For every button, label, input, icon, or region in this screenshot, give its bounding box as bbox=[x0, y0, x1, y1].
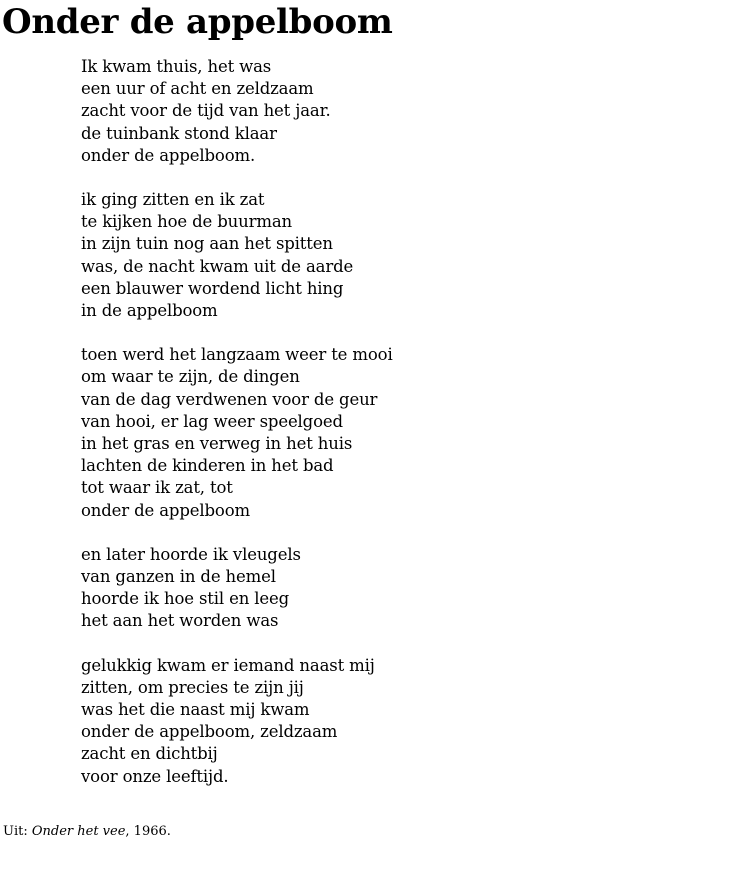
poem-line: onder de appelboom, zeldzaam bbox=[81, 722, 338, 742]
stanza bbox=[81, 189, 701, 322]
poem-line: in het gras en verweg in het huis bbox=[81, 434, 353, 454]
source-work-title: Onder het vee bbox=[31, 824, 126, 839]
poem-line: een blauwer wordend licht hing bbox=[81, 278, 344, 298]
source-prefix: Uit: bbox=[3, 824, 32, 839]
poem-line: van de dag verdwenen voor de geur bbox=[81, 389, 378, 409]
poem-line: zitten, om precies te zijn jij bbox=[81, 677, 304, 697]
poem-line: was het die naast mij kwam bbox=[81, 700, 310, 720]
poem-line: was, de nacht kwam uit de aarde bbox=[81, 256, 354, 276]
source-citation bbox=[3, 823, 171, 841]
poem-line: een uur of acht en zeldzaam bbox=[81, 79, 314, 99]
stanza bbox=[81, 56, 701, 167]
poem-line: voor onze leeftijd. bbox=[81, 766, 229, 786]
stanza bbox=[81, 655, 701, 788]
poem-body bbox=[81, 56, 701, 810]
poem-line: van hooi, er lag weer speelgoed bbox=[81, 411, 343, 431]
stanza bbox=[81, 544, 701, 633]
poem-line: in de appelboom bbox=[81, 301, 218, 321]
poem-line: zacht en dichtbij bbox=[81, 744, 218, 764]
poem-line: ik ging zitten en ik zat bbox=[81, 190, 265, 210]
poem-line: het aan het worden was bbox=[81, 611, 279, 631]
poem-line: zacht voor de tijd van het jaar. bbox=[81, 101, 331, 121]
poem-line: onder de appelboom bbox=[81, 500, 250, 520]
poem-line: gelukkig kwam er iemand naast mij bbox=[81, 655, 375, 675]
poem-line: en later hoorde ik vleugels bbox=[81, 544, 301, 564]
poem-line: van ganzen in de hemel bbox=[81, 567, 276, 587]
source-suffix: , 1966. bbox=[125, 824, 171, 839]
poem-line: lachten de kinderen in het bad bbox=[81, 456, 334, 476]
poem-line: te kijken hoe de buurman bbox=[81, 212, 293, 232]
poem-line: toen werd het langzaam weer te mooi bbox=[81, 345, 393, 365]
stanza bbox=[81, 344, 701, 522]
poem-line: tot waar ik zat, tot bbox=[81, 478, 233, 498]
poem-line: om waar te zijn, de dingen bbox=[81, 367, 300, 387]
poem-line: hoorde ik hoe stil en leeg bbox=[81, 589, 290, 609]
poem-line: in zijn tuin nog aan het spitten bbox=[81, 234, 333, 254]
poem-title: Onder de appelboom bbox=[2, 2, 393, 42]
poem-line: de tuinbank stond klaar bbox=[81, 123, 277, 143]
poem-line: onder de appelboom. bbox=[81, 145, 256, 165]
poem-line: Ik kwam thuis, het was bbox=[81, 57, 272, 76]
